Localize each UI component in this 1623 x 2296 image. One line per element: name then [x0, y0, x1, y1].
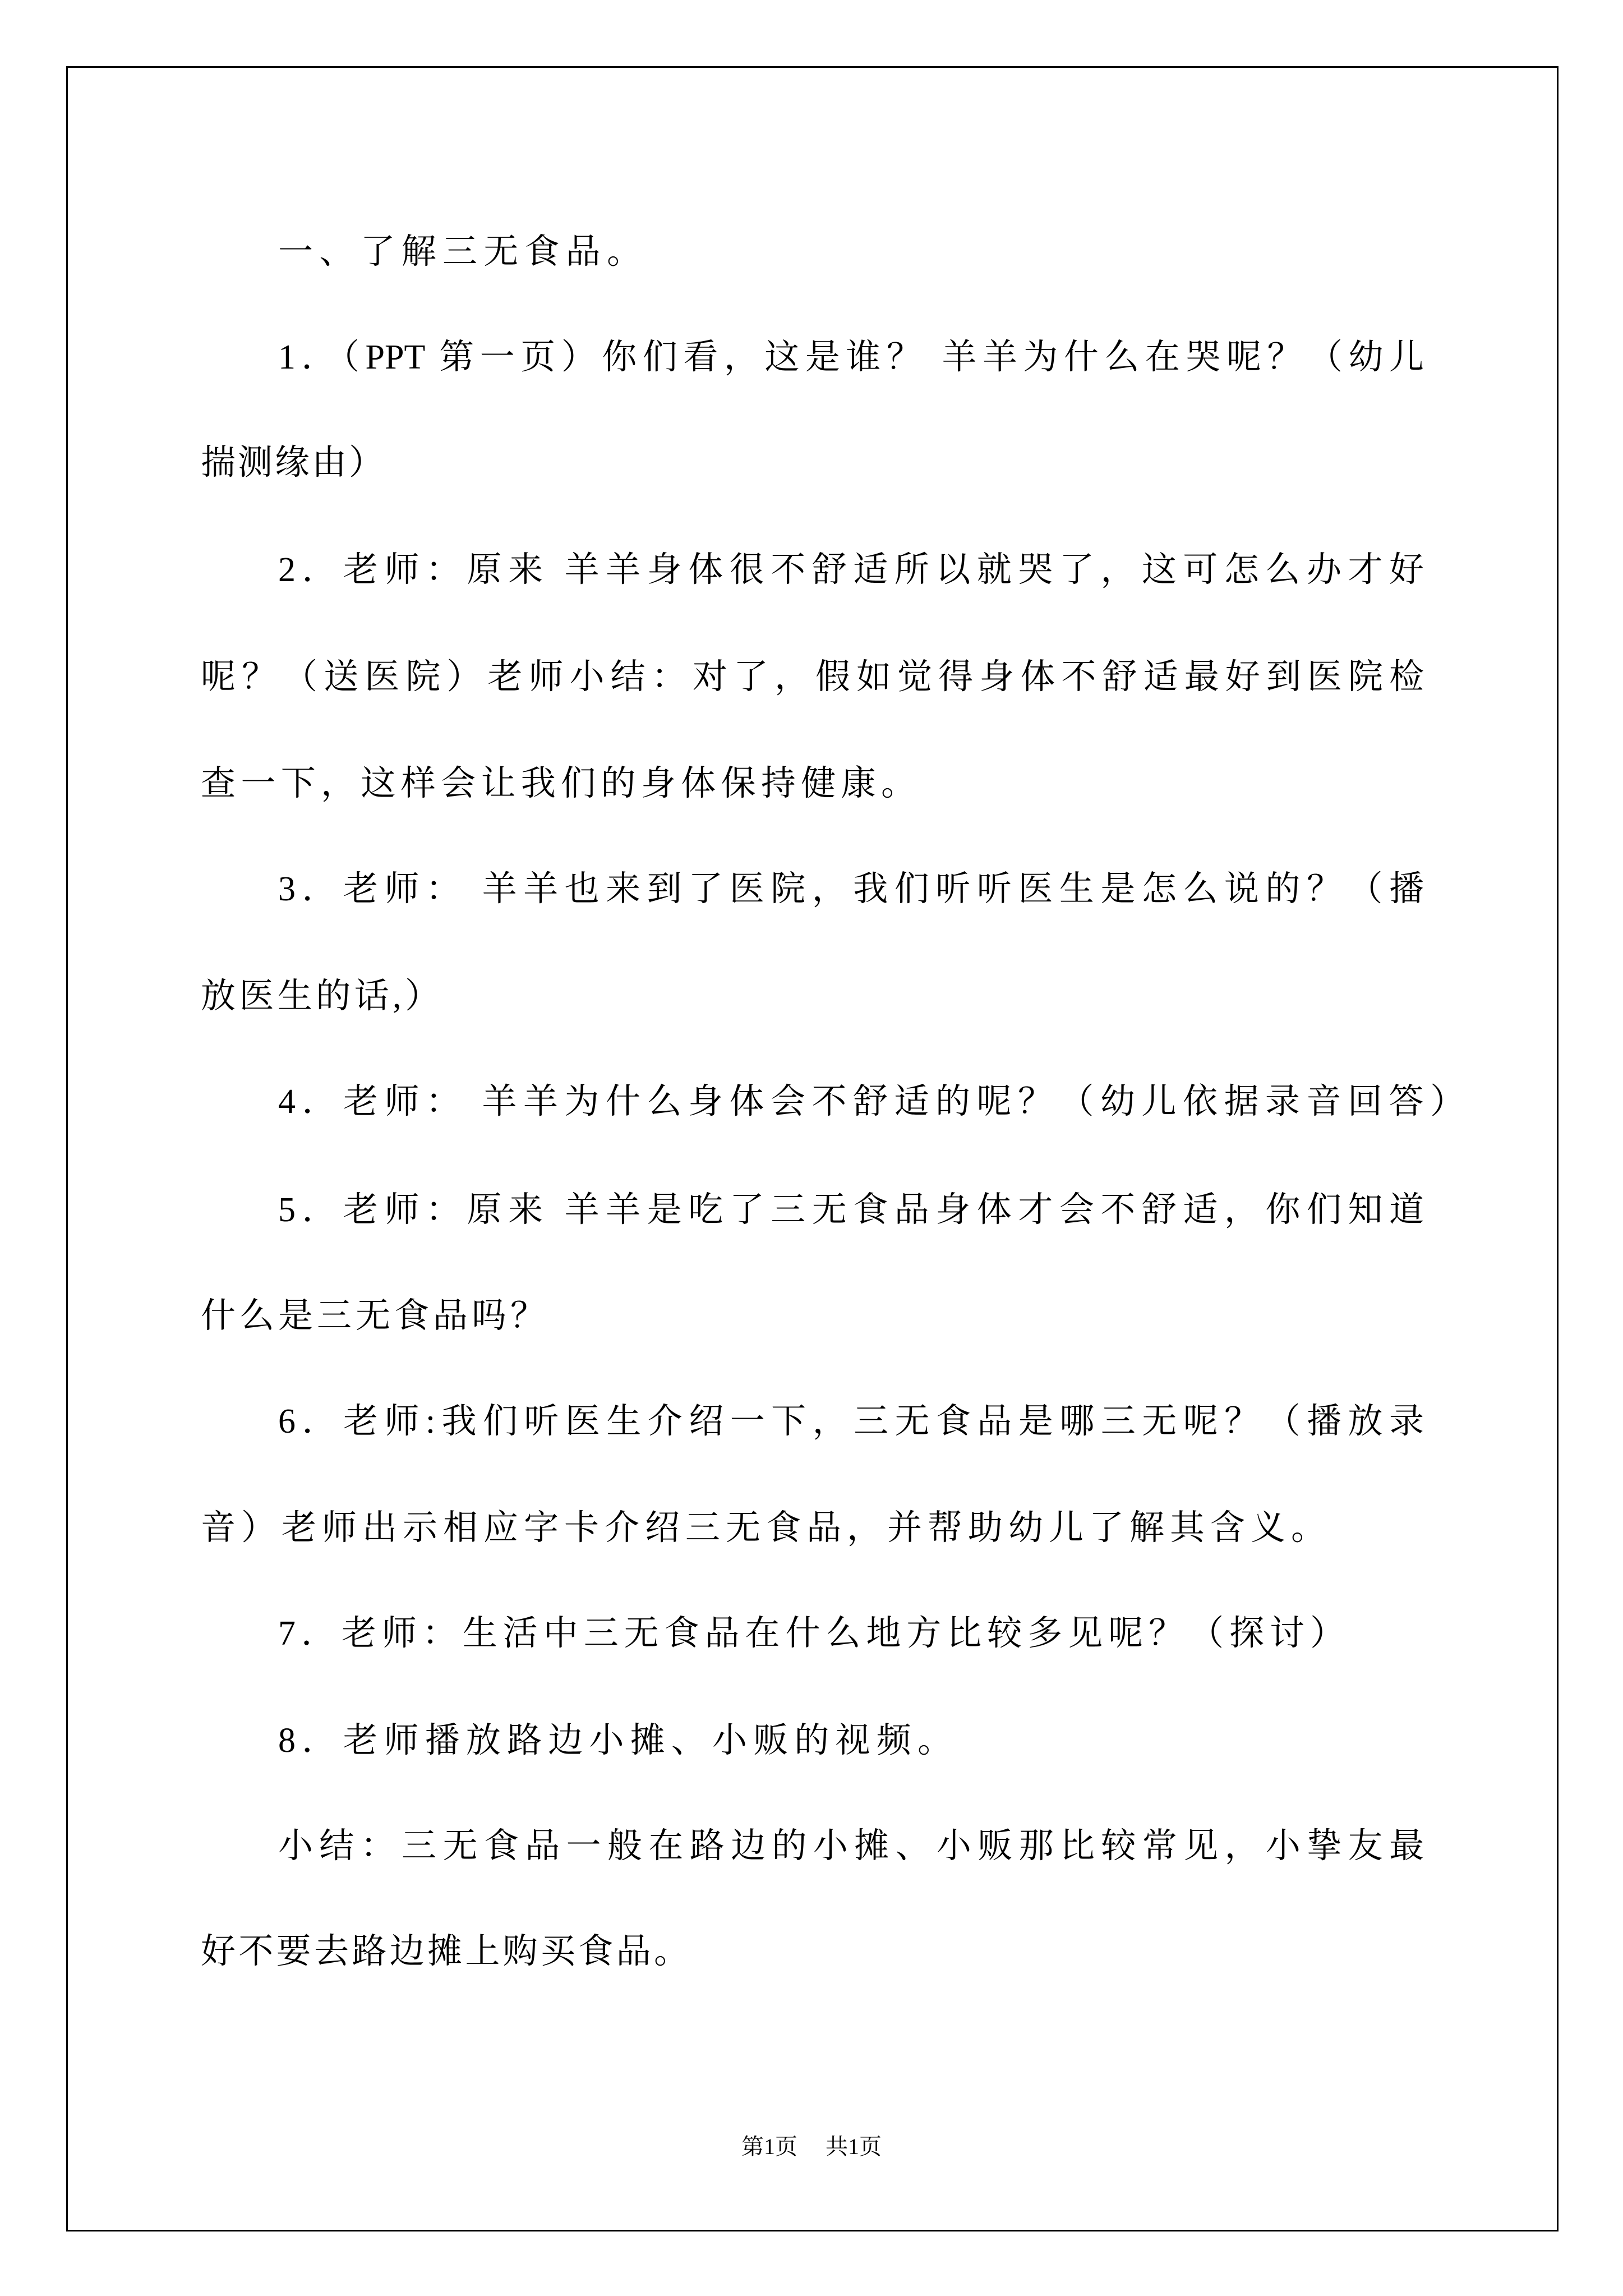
paragraph-line: 5．老师：原来 羊羊是吃了三无食品身体才会不舒适，你们知道 — [278, 1191, 1424, 1229]
heading-line: 一、了解三无食品。 — [278, 233, 642, 271]
paragraph-line: 4．老师： 羊羊为什么身体会不舒适的呢？（幼儿依据录音回答） — [278, 1083, 1465, 1121]
page-border — [66, 66, 1559, 2231]
paragraph-line: 小结：三无食品一般在路边的小摊、小贩那比较常见，小挚友最 — [278, 1827, 1424, 1865]
paragraph-line: 呢？（送医院）老师小结：对了，假如觉得身体不舒适最好到医院检 — [201, 658, 1424, 696]
paragraph-line: 好不要去路边摊上购买食品。 — [201, 1932, 689, 1971]
page-footer — [0, 2133, 1623, 2161]
paragraph-line: 7．老师：生活中三无食品在什么地方比较多见呢？（探讨） — [278, 1614, 1345, 1653]
paragraph-line: 揣测缘由） — [201, 444, 384, 482]
paragraph-line: 放医生的话,） — [201, 977, 440, 1015]
paragraph-line: 3．老师： 羊羊也来到了医院，我们听听医生是怎么说的？（播 — [278, 870, 1424, 908]
paragraph-line: 8．老师播放路边小摊、小贩的视频。 — [278, 1722, 952, 1760]
paragraph-line: 什么是三无食品吗？ — [201, 1297, 545, 1335]
paragraph-line: 1．（PPT 第一页）你们看，这是谁？ 羊羊为什么在哭呢？（幼儿 — [278, 338, 1424, 376]
paragraph-line: 查一下，这样会让我们的身体保持健康。 — [201, 765, 916, 803]
paragraph-line: 音）老师出示相应字卡介绍三无食品，并帮助幼儿了解其含义。 — [201, 1509, 1326, 1547]
total-pages-label: 共1页 — [826, 2134, 882, 2159]
paragraph-line: 2．老师：原来 羊羊身体很不舒适所以就哭了，这可怎么办才好 — [278, 551, 1424, 589]
current-page-label: 第1页 — [741, 2134, 797, 2159]
paragraph-line: 6．老师:我们听医生介绍一下，三无食品是哪三无呢？（播放录 — [278, 1402, 1424, 1441]
